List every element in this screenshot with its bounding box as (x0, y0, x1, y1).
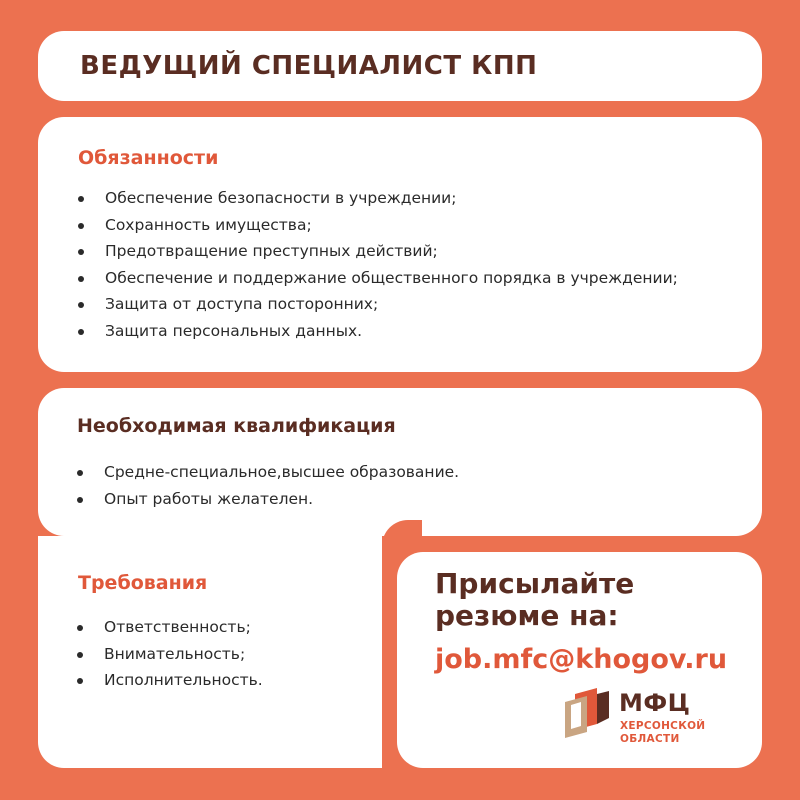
duties-heading: Обязанности (78, 147, 219, 169)
duties-list (77, 185, 678, 344)
page-title: ВЕДУЩИЙ СПЕЦИАЛИСТ КПП (80, 51, 538, 81)
list-item: Опыт работы желателен. (76, 486, 459, 513)
list-item: Обеспечение безопасности в учреждении; (77, 185, 678, 212)
qualification-list (76, 459, 459, 512)
qualification-card (38, 388, 762, 536)
requirements-card (38, 536, 382, 768)
list-item: Защита персональных данных. (77, 318, 678, 345)
duties-card (38, 117, 762, 372)
logo-subtitle-2: ОБЛАСТИ (620, 733, 680, 745)
list-item: Средне-специальное,высшее образование. (76, 459, 459, 486)
requirements-list (76, 614, 263, 694)
qualification-heading: Необходимая квалификация (77, 415, 396, 437)
mfc-logo-icon (565, 688, 611, 738)
list-item: Сохранность имущества; (77, 212, 678, 239)
list-item: Исполнительность. (76, 667, 263, 694)
cta-line-2: резюме на: (435, 599, 619, 632)
list-item: Обеспечение и поддержание общественного порядка в учреждении; (77, 265, 678, 292)
cta-line-1: Присылайте (435, 567, 635, 600)
mfc-logo (565, 688, 735, 748)
requirements-heading: Требования (78, 572, 208, 594)
list-item: Защита от доступа посторонних; (77, 291, 678, 318)
list-item: Ответственность; (76, 614, 263, 641)
title-card (38, 31, 762, 101)
logo-name: МФЦ (619, 689, 691, 717)
contact-card (397, 552, 762, 768)
resume-call-to-action (435, 568, 634, 632)
email-link[interactable]: job.mfc@khogov.ru (435, 644, 728, 675)
list-item: Предотвращение преступных действий; (77, 238, 678, 265)
list-item: Внимательность; (76, 641, 263, 668)
logo-subtitle-1: ХЕРСОНСКОЙ (620, 720, 706, 732)
